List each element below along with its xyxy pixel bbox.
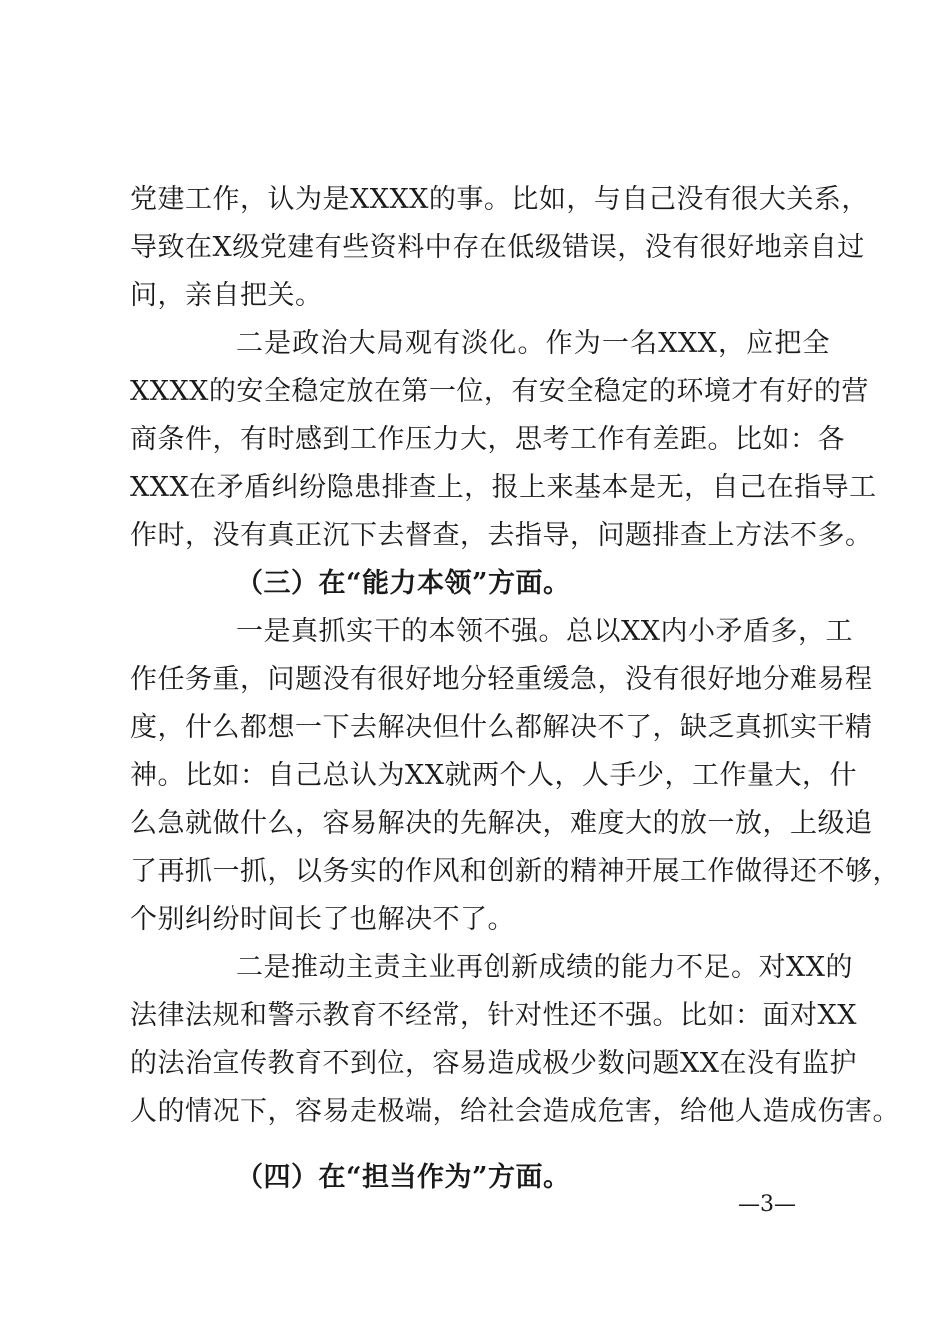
body-line-8: 作时，没有真正沉下去督查，去指导，问题排查上方法不多。 <box>130 520 873 551</box>
body-line-18: 法律法规和警示教育不经常，针对性还不强。比如：面对XX <box>130 1000 857 1031</box>
body-line-5: XXXX的安全稳定放在第一位，有安全稳定的环境才有好的营 <box>130 376 869 407</box>
body-line-14: 么急就做什么，容易解决的先解决，难度大的放一放，上级追 <box>130 808 873 839</box>
body-line-15: 了再抓一抓，以务实的作风和创新的精神开展工作做得还不够， <box>130 856 900 887</box>
body-line-11: 作任务重，问题没有很好地分轻重缓急，没有很好地分难易程 <box>130 664 873 695</box>
body-line-20: 人的情况下，容易走极端，给社会造成危害，给他人造成伤害。 <box>130 1096 900 1127</box>
body-line-6: 商条件，有时感到工作压力大，思考工作有差距。比如：各 <box>130 424 845 455</box>
body-line-13: 神。比如：自己总认为XX就两个人，人手少，工作量大，什 <box>130 760 857 791</box>
body-line-1: 党建工作，认为是XXXX的事。比如，与自己没有很大关系， <box>130 184 869 215</box>
body-line-2: 导致在X级党建有些资料中存在低级错误，没有很好地亲自过 <box>130 232 865 263</box>
body-line-16: 个别纠纷时间长了也解决不了。 <box>130 904 515 935</box>
body-line-12: 度，什么都想一下去解决但什么都解决不了，缺乏真抓实干精 <box>130 712 873 743</box>
body-line-7: XXX在矛盾纠纷隐患排查上，报上来基本是无，自己在指导工 <box>130 472 877 503</box>
body-line-17: 二是推动主责主业再创新成绩的能力不足。对XX的 <box>236 952 853 983</box>
body-line-19: 的法治宣传教育不到位，容易造成极少数问题XX在没有监护 <box>130 1048 857 1079</box>
body-line-3: 问，亲自把关。 <box>130 280 323 311</box>
section-heading-3: （三）在“能力本领”方面。 <box>236 568 571 599</box>
body-line-4: 二是政治大局观有淡化。作为一名XXX，应把全 <box>236 328 830 359</box>
section-heading-4: （四）在“担当作为”方面。 <box>236 1162 571 1193</box>
page-number: —3— <box>738 1192 796 1217</box>
body-line-10: 一是真抓实干的本领不强。总以XX内小矛盾多，工 <box>236 616 853 647</box>
